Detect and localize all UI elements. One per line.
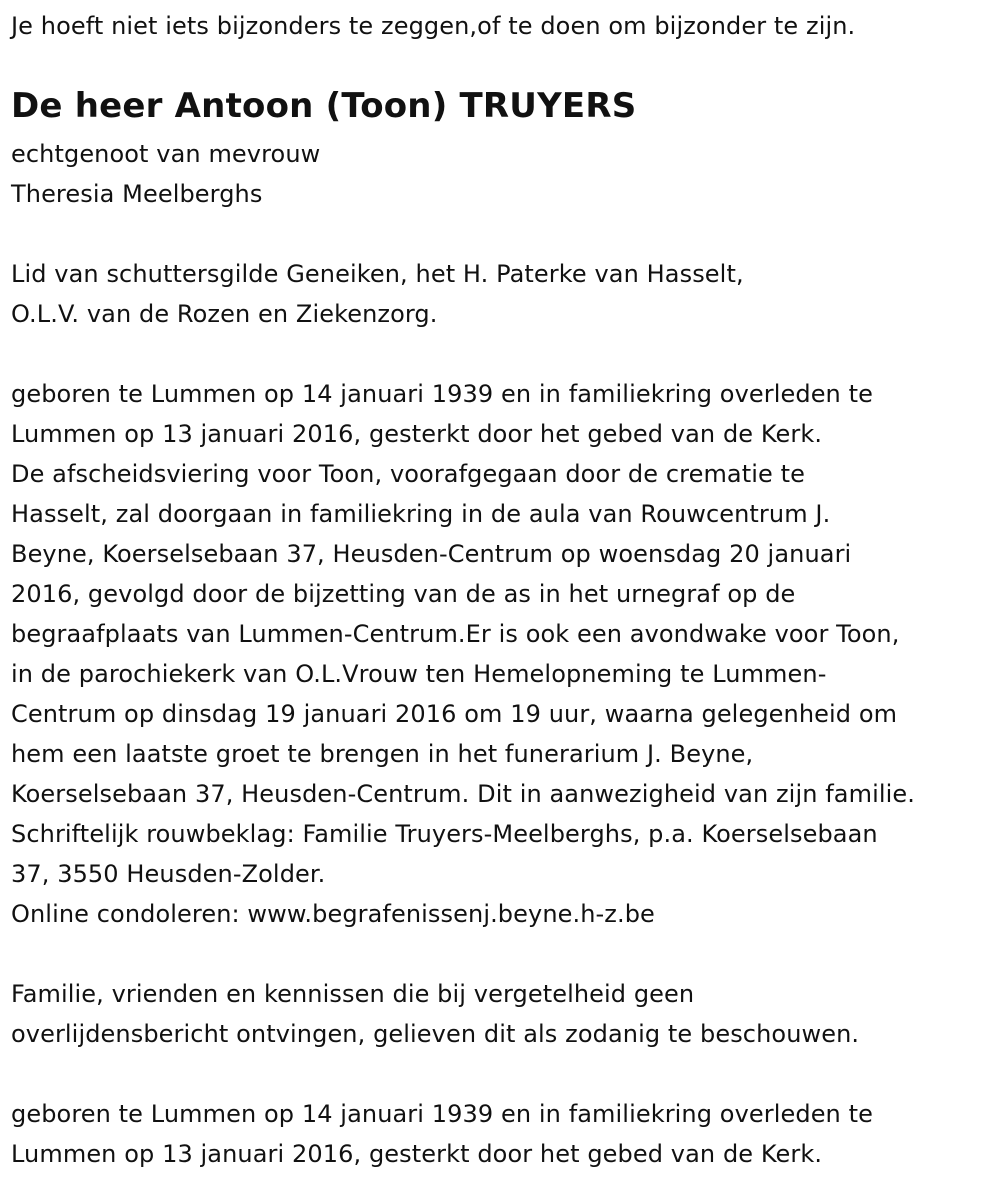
membership-line: O.L.V. van de Rozen en Ziekenzorg. — [11, 300, 438, 328]
online-condolence: Online condoleren: www.begrafenissenj.beyne.h-z.be — [11, 900, 655, 928]
announcement-line: Beyne, Koerselsebaan 37, Heusden-Centrum op woensdag 20 januari — [11, 540, 852, 568]
condolence-address: Schriftelijk rouwbeklag: Familie Truyers-Meelberghs, p.a. Koerselsebaan — [11, 820, 878, 848]
notice-line: Familie, vrienden en kennissen die bij vergetelheid geen — [11, 980, 695, 1008]
spouse-intro: echtgenoot van mevrouw — [11, 140, 321, 168]
announcement-line: 2016, gevolgd door de bijzetting van de as in het urnegraf op de — [11, 580, 796, 608]
announcement-line: Hasselt, zal doorgaan in familiekring in de aula van Rouwcentrum J. — [11, 500, 831, 528]
announcement-line: De afscheidsviering voor Toon, voorafgegaan door de crematie te — [11, 460, 805, 488]
spouse-name: Theresia Meelberghs — [11, 180, 263, 208]
announcement-line: hem een laatste groet te brengen in het funerarium J. Beyne, — [11, 740, 754, 768]
condolence-address: 37, 3550 Heusden-Zolder. — [11, 860, 326, 888]
quote-text: Je hoeft niet iets bijzonders te zeggen,of te doen om bijzonder te zijn. — [11, 12, 856, 40]
announcement-line: Koerselsebaan 37, Heusden-Centrum. Dit in aanwezigheid van zijn familie. — [11, 780, 915, 808]
closing-line: Lummen op 13 januari 2016, gesterkt door het gebed van de Kerk. — [11, 1140, 823, 1168]
announcement-line: Centrum op dinsdag 19 januari 2016 om 19 uur, waarna gelegenheid om — [11, 700, 898, 728]
membership-line: Lid van schuttersgilde Geneiken, het H. Paterke van Hasselt, — [11, 260, 744, 288]
notice-line: overlijdensbericht ontvingen, gelieven dit als zodanig te beschouwen. — [11, 1020, 860, 1048]
closing-line: geboren te Lummen op 14 januari 1939 en in familiekring overleden te — [11, 1100, 873, 1128]
announcement-line: Lummen op 13 januari 2016, gesterkt door het gebed van de Kerk. — [11, 420, 823, 448]
announcement-line: in de parochiekerk van O.L.Vrouw ten Hemelopneming te Lummen- — [11, 660, 827, 688]
announcement-line: begraafplaats van Lummen-Centrum.Er is ook een avondwake voor Toon, — [11, 620, 900, 648]
announcement-line: geboren te Lummen op 14 januari 1939 en in familiekring overleden te — [11, 380, 873, 408]
deceased-name: De heer Antoon (Toon) TRUYERS — [11, 86, 637, 126]
